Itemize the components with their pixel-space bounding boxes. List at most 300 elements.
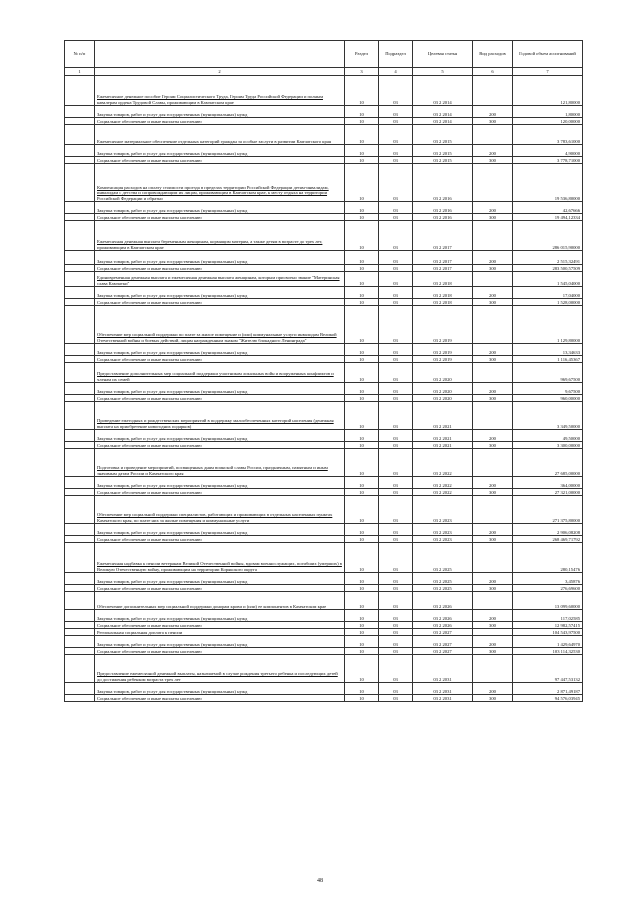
table-row xyxy=(65,648,583,655)
table-row xyxy=(65,125,583,145)
row-name: Социальное обеспечение и иные выплаты населению xyxy=(95,536,345,543)
row-section: 10 xyxy=(345,202,379,214)
row-amount: 117,02585 xyxy=(513,610,583,622)
row-subsection: 03 xyxy=(379,145,413,157)
table-row xyxy=(65,363,583,383)
row-name: Закупка товаров, работ и услуг для государственных (муниципальных) нужд xyxy=(95,383,345,395)
row-expense-type xyxy=(473,363,513,383)
row-section: 10 xyxy=(345,272,379,287)
row-subsection: 03 xyxy=(379,214,413,221)
row-target: 03 2 2016 xyxy=(413,202,473,214)
table-row xyxy=(65,106,583,118)
row-expense-type xyxy=(473,655,513,683)
row-section: 10 xyxy=(345,592,379,610)
row-section: 10 xyxy=(345,442,379,449)
row-name: Социальное обеспечение и иные выплаты населению xyxy=(95,695,345,702)
row-section: 10 xyxy=(345,477,379,489)
row-subsection: 03 xyxy=(379,524,413,536)
table-row xyxy=(65,402,583,430)
column-number-row xyxy=(65,68,583,76)
row-amount: 9,67500 xyxy=(513,383,583,395)
row-target: 03 2 2016 xyxy=(413,164,473,202)
row-amount: 3 783,61000 xyxy=(513,125,583,145)
row-amount: 283 500,57509 xyxy=(513,265,583,272)
row-target: 03 2 2026 xyxy=(413,592,473,610)
row-amount: 268 469,71792 xyxy=(513,536,583,543)
row-target: 03 2 2027 xyxy=(413,648,473,655)
row-section: 10 xyxy=(345,363,379,383)
row-expense-type: 300 xyxy=(473,489,513,496)
row-subsection: 03 xyxy=(379,402,413,430)
row-section: 10 xyxy=(345,287,379,299)
num-cell xyxy=(65,383,95,395)
row-subsection: 03 xyxy=(379,157,413,164)
num-cell xyxy=(65,202,95,214)
row-expense-type xyxy=(473,125,513,145)
row-expense-type xyxy=(473,221,513,251)
row-amount: 1 545,04000 xyxy=(513,272,583,287)
row-expense-type: 300 xyxy=(473,395,513,402)
row-target: 03 2 2018 xyxy=(413,272,473,287)
row-expense-type: 200 xyxy=(473,251,513,265)
row-name: Закупка товаров, работ и услуг для государственных (муниципальных) нужд xyxy=(95,344,345,356)
row-subsection: 03 xyxy=(379,585,413,592)
row-amount: 104 543,97500 xyxy=(513,629,583,636)
row-expense-type: 200 xyxy=(473,145,513,157)
num-cell xyxy=(65,287,95,299)
num-cell xyxy=(65,344,95,356)
row-target: 03 2 2023 xyxy=(413,536,473,543)
row-subsection: 03 xyxy=(379,344,413,356)
table-row xyxy=(65,164,583,202)
row-expense-type xyxy=(473,164,513,202)
row-target: 03 2 2031 xyxy=(413,683,473,695)
num-cell xyxy=(65,683,95,695)
row-expense-type: 300 xyxy=(473,536,513,543)
row-subsection: 03 xyxy=(379,629,413,636)
row-section: 10 xyxy=(345,636,379,648)
row-name: Ежемесячное материальное обеспечение отдельных категорий граждан за особые заслуги в развитии Камчатского края xyxy=(95,125,345,145)
row-name: Обеспечение дополнительных мер социальной поддержки донорам крови и (или) ее компонентов в Камчатском крае xyxy=(95,592,345,610)
row-expense-type: 300 xyxy=(473,299,513,306)
row-name: Социальное обеспечение и иные выплаты населению xyxy=(95,157,345,164)
num-cell xyxy=(65,265,95,272)
row-name: Ежемесячная надбавка к пенсии ветеранам Великой Отечественной войны, вдовам военнослужащих, погибших (умерших) в Великую Отечественную войну, проживающим на территории Корякского округа xyxy=(95,543,345,573)
row-target: 03 2 2017 xyxy=(413,251,473,265)
row-subsection: 03 xyxy=(379,202,413,214)
table-row xyxy=(65,655,583,683)
table-row xyxy=(65,118,583,125)
row-amount: 19 494,12334 xyxy=(513,214,583,221)
table-row xyxy=(65,145,583,157)
row-amount: 42,67666 xyxy=(513,202,583,214)
row-subsection: 03 xyxy=(379,221,413,251)
row-expense-type: 300 xyxy=(473,585,513,592)
table-row xyxy=(65,592,583,610)
header-target: Целевая статья xyxy=(413,41,473,68)
row-target: 03 2 2014 xyxy=(413,106,473,118)
table-row xyxy=(65,76,583,106)
row-expense-type xyxy=(473,543,513,573)
header-volume: Годовой объем ассигнований xyxy=(513,41,583,68)
row-section: 10 xyxy=(345,449,379,477)
row-subsection: 03 xyxy=(379,536,413,543)
row-section: 10 xyxy=(345,251,379,265)
row-target: 03 2 2014 xyxy=(413,118,473,125)
row-amount: 969,67500 xyxy=(513,363,583,383)
row-amount: 27 321,00000 xyxy=(513,489,583,496)
row-target: 03 2 2026 xyxy=(413,622,473,629)
table-row xyxy=(65,477,583,489)
num-cell xyxy=(65,430,95,442)
row-name: Обеспечение мер социальной поддержки по плате за жилое помещение и (или) коммунальные услуги инвалидам Великой Отечественной войны и боевых действий, лицам награжденным знаком "Жителю блокадного Ленинграда" xyxy=(95,306,345,344)
row-subsection: 03 xyxy=(379,118,413,125)
row-target: 03 2 2027 xyxy=(413,629,473,636)
row-amount: 12 982,57415 xyxy=(513,622,583,629)
header-row xyxy=(65,41,583,68)
table-row xyxy=(65,299,583,306)
num-cell xyxy=(65,585,95,592)
row-target: 03 2 2016 xyxy=(413,214,473,221)
row-expense-type: 200 xyxy=(473,383,513,395)
row-expense-type: 300 xyxy=(473,157,513,164)
row-target: 03 2 2023 xyxy=(413,524,473,536)
row-subsection: 03 xyxy=(379,272,413,287)
row-amount: 27 685,00000 xyxy=(513,449,583,477)
row-expense-type xyxy=(473,76,513,106)
num-cell xyxy=(65,496,95,524)
num-cell xyxy=(65,221,95,251)
table-row xyxy=(65,610,583,622)
row-amount: 13 099,60000 xyxy=(513,592,583,610)
num-cell xyxy=(65,118,95,125)
row-expense-type xyxy=(473,449,513,477)
row-expense-type: 300 xyxy=(473,622,513,629)
column-number: 4 xyxy=(379,68,413,76)
row-target: 03 2 2018 xyxy=(413,287,473,299)
table-row xyxy=(65,442,583,449)
column-number: 3 xyxy=(345,68,379,76)
row-name: Закупка товаров, работ и услуг для государственных (муниципальных) нужд xyxy=(95,145,345,157)
num-cell xyxy=(65,622,95,629)
column-number: 2 xyxy=(95,68,345,76)
num-cell xyxy=(65,214,95,221)
row-expense-type xyxy=(473,306,513,344)
row-amount: 3 349,50000 xyxy=(513,402,583,430)
row-subsection: 03 xyxy=(379,363,413,383)
row-name: Социальное обеспечение и иные выплаты населению xyxy=(95,395,345,402)
table-row xyxy=(65,383,583,395)
row-amount: 1 528,00000 xyxy=(513,299,583,306)
row-expense-type: 200 xyxy=(473,287,513,299)
table-row xyxy=(65,272,583,287)
column-number: 7 xyxy=(513,68,583,76)
row-target: 03 2 2019 xyxy=(413,306,473,344)
row-subsection: 03 xyxy=(379,489,413,496)
table-row xyxy=(65,306,583,344)
row-subsection: 03 xyxy=(379,430,413,442)
row-expense-type: 200 xyxy=(473,610,513,622)
row-subsection: 03 xyxy=(379,356,413,363)
table-row xyxy=(65,449,583,477)
row-section: 10 xyxy=(345,221,379,251)
row-target: 03 2 2017 xyxy=(413,265,473,272)
num-cell xyxy=(65,636,95,648)
row-amount: 276,69600 xyxy=(513,585,583,592)
row-section: 10 xyxy=(345,496,379,524)
num-cell xyxy=(65,157,95,164)
table-row xyxy=(65,629,583,636)
row-target: 03 2 2026 xyxy=(413,610,473,622)
row-amount: 49,50000 xyxy=(513,430,583,442)
table-row xyxy=(65,585,583,592)
row-section: 10 xyxy=(345,118,379,125)
row-section: 10 xyxy=(345,299,379,306)
row-subsection: 03 xyxy=(379,592,413,610)
row-name: Закупка товаров, работ и услуг для государственных (муниципальных) нужд xyxy=(95,251,345,265)
num-cell xyxy=(65,272,95,287)
row-section: 10 xyxy=(345,543,379,573)
row-target: 03 2 2020 xyxy=(413,383,473,395)
row-target: 03 2 2018 xyxy=(413,299,473,306)
num-cell xyxy=(65,543,95,573)
row-amount: 3 300,00000 xyxy=(513,442,583,449)
row-section: 10 xyxy=(345,585,379,592)
row-expense-type: 300 xyxy=(473,356,513,363)
row-subsection: 03 xyxy=(379,695,413,702)
row-section: 10 xyxy=(345,306,379,344)
row-target: 03 2 2022 xyxy=(413,477,473,489)
row-target: 03 2 2020 xyxy=(413,363,473,383)
row-name: Закупка товаров, работ и услуг для государственных (муниципальных) нужд xyxy=(95,287,345,299)
num-cell xyxy=(65,655,95,683)
row-section: 10 xyxy=(345,610,379,622)
row-subsection: 03 xyxy=(379,106,413,118)
row-expense-type: 300 xyxy=(473,442,513,449)
row-amount: 1 116,45367 xyxy=(513,356,583,363)
row-expense-type: 300 xyxy=(473,118,513,125)
row-section: 10 xyxy=(345,695,379,702)
row-name: Предоставление дополнительных мер социальной поддержки участникам локальных войн и вооруженных конфликтов и членам их семей xyxy=(95,363,345,383)
table-row xyxy=(65,683,583,695)
row-target: 03 2 2014 xyxy=(413,76,473,106)
row-target: 03 2 2015 xyxy=(413,125,473,145)
row-section: 10 xyxy=(345,344,379,356)
row-target: 03 2 2031 xyxy=(413,655,473,683)
row-target: 03 2 2019 xyxy=(413,356,473,363)
row-amount: 13,34633 xyxy=(513,344,583,356)
row-amount: 19 536,80000 xyxy=(513,164,583,202)
row-expense-type: 300 xyxy=(473,214,513,221)
header-section: Раздел xyxy=(345,41,379,68)
table-row xyxy=(65,214,583,221)
row-name: Ежемесячное денежное пособие Героям Социалистического Труда, Героям Труда Российской Федерации и полным кавалерам ордена Трудовой Славы, проживающим в Камчатском крае xyxy=(95,76,345,106)
row-name: Социальное обеспечение и иные выплаты населению xyxy=(95,442,345,449)
table-row xyxy=(65,636,583,648)
row-subsection: 03 xyxy=(379,442,413,449)
row-expense-type: 200 xyxy=(473,636,513,648)
row-section: 10 xyxy=(345,265,379,272)
row-amount: 2 515,32491 xyxy=(513,251,583,265)
num-cell xyxy=(65,395,95,402)
num-cell xyxy=(65,402,95,430)
table-row xyxy=(65,489,583,496)
row-name: Социальное обеспечение и иные выплаты населению xyxy=(95,265,345,272)
row-target: 03 2 2022 xyxy=(413,489,473,496)
row-target: 03 2 2023 xyxy=(413,496,473,524)
num-cell xyxy=(65,592,95,610)
table-row xyxy=(65,695,583,702)
row-target: 03 2 2025 xyxy=(413,573,473,585)
row-expense-type: 200 xyxy=(473,430,513,442)
row-section: 10 xyxy=(345,125,379,145)
num-cell xyxy=(65,106,95,118)
row-subsection: 03 xyxy=(379,655,413,683)
num-cell xyxy=(65,145,95,157)
row-section: 10 xyxy=(345,214,379,221)
row-expense-type: 300 xyxy=(473,648,513,655)
row-expense-type: 300 xyxy=(473,695,513,702)
num-cell xyxy=(65,648,95,655)
row-subsection: 03 xyxy=(379,383,413,395)
row-subsection: 03 xyxy=(379,164,413,202)
row-subsection: 03 xyxy=(379,125,413,145)
row-name: Подготовка и проведение мероприятий, посвященных дням воинской славы России, праздничным, памятным и иным значимым датам России и Камчатского края xyxy=(95,449,345,477)
row-amount: 121,80000 xyxy=(513,76,583,106)
row-expense-type: 200 xyxy=(473,683,513,695)
table-row xyxy=(65,524,583,536)
row-target: 03 2 2031 xyxy=(413,695,473,702)
num-cell xyxy=(65,164,95,202)
header-name xyxy=(95,41,345,68)
row-section: 10 xyxy=(345,106,379,118)
row-target: 03 2 2015 xyxy=(413,157,473,164)
row-expense-type: 200 xyxy=(473,344,513,356)
table-row xyxy=(65,622,583,629)
row-subsection: 03 xyxy=(379,477,413,489)
row-target: 03 2 2015 xyxy=(413,145,473,157)
row-name: Закупка товаров, работ и услуг для государственных (муниципальных) нужд xyxy=(95,430,345,442)
row-amount: 271 375,80000 xyxy=(513,496,583,524)
row-name: Обеспечение мер социальной поддержки специалистов, работающих и проживающих в отдельных населенных пунктах Камчатского края, по плате них за жилые помещения и коммунальные услуги xyxy=(95,496,345,524)
row-name: Закупка товаров, работ и услуг для государственных (муниципальных) нужд xyxy=(95,477,345,489)
row-name: Закупка товаров, работ и услуг для государственных (муниципальных) нужд xyxy=(95,610,345,622)
row-section: 10 xyxy=(345,655,379,683)
row-amount: 1 429,64970 xyxy=(513,636,583,648)
table-row xyxy=(65,536,583,543)
budget-allocation-table xyxy=(64,40,583,702)
row-section: 10 xyxy=(345,573,379,585)
row-name: Социальное обеспечение и иные выплаты населению xyxy=(95,214,345,221)
row-subsection: 03 xyxy=(379,76,413,106)
row-expense-type xyxy=(473,272,513,287)
row-target: 03 2 2025 xyxy=(413,543,473,573)
num-cell xyxy=(65,536,95,543)
row-section: 10 xyxy=(345,622,379,629)
header-num: № п/п xyxy=(65,41,95,68)
row-section: 10 xyxy=(345,157,379,164)
row-subsection: 03 xyxy=(379,610,413,622)
num-cell xyxy=(65,363,95,383)
column-number: 1 xyxy=(65,68,95,76)
table-row xyxy=(65,265,583,272)
row-subsection: 03 xyxy=(379,648,413,655)
row-subsection: 03 xyxy=(379,265,413,272)
table-row xyxy=(65,573,583,585)
row-amount: 1,80000 xyxy=(513,106,583,118)
num-cell xyxy=(65,251,95,265)
row-section: 10 xyxy=(345,395,379,402)
num-cell xyxy=(65,442,95,449)
row-subsection: 03 xyxy=(379,622,413,629)
num-cell xyxy=(65,125,95,145)
row-amount: 3,45876 xyxy=(513,573,583,585)
row-amount: 364,00000 xyxy=(513,477,583,489)
num-cell xyxy=(65,524,95,536)
table-row xyxy=(65,395,583,402)
table-row xyxy=(65,251,583,265)
row-name: Социальное обеспечение и иные выплаты населению xyxy=(95,622,345,629)
num-cell xyxy=(65,610,95,622)
row-section: 10 xyxy=(345,383,379,395)
row-expense-type: 200 xyxy=(473,106,513,118)
num-cell xyxy=(65,299,95,306)
row-name: Закупка товаров, работ и услуг для государственных (муниципальных) нужд xyxy=(95,202,345,214)
row-expense-type: 300 xyxy=(473,265,513,272)
row-name: Социальное обеспечение и иные выплаты населению xyxy=(95,489,345,496)
num-cell xyxy=(65,629,95,636)
row-section: 10 xyxy=(345,648,379,655)
row-name: Закупка товаров, работ и услуг для государственных (муниципальных) нужд xyxy=(95,106,345,118)
row-subsection: 03 xyxy=(379,543,413,573)
row-name: Социальное обеспечение и иные выплаты населению xyxy=(95,585,345,592)
row-name: Социальное обеспечение и иные выплаты населению xyxy=(95,648,345,655)
row-expense-type xyxy=(473,402,513,430)
table-row xyxy=(65,430,583,442)
num-cell xyxy=(65,489,95,496)
row-amount: 1 129,80000 xyxy=(513,306,583,344)
row-target: 03 2 2017 xyxy=(413,221,473,251)
num-cell xyxy=(65,573,95,585)
num-cell xyxy=(65,449,95,477)
row-subsection: 03 xyxy=(379,251,413,265)
row-subsection: 03 xyxy=(379,287,413,299)
row-subsection: 03 xyxy=(379,573,413,585)
row-target: 03 2 2021 xyxy=(413,442,473,449)
row-section: 10 xyxy=(345,356,379,363)
row-name: Социальное обеспечение и иные выплаты населению xyxy=(95,299,345,306)
row-name: Социальное обеспечение и иные выплаты населению xyxy=(95,356,345,363)
column-number: 6 xyxy=(473,68,513,76)
row-section: 10 xyxy=(345,524,379,536)
row-name: Региональная социальная доплата к пенсии xyxy=(95,629,345,636)
table-row xyxy=(65,543,583,573)
row-amount: 94 576,03945 xyxy=(513,695,583,702)
row-target: 03 2 2019 xyxy=(413,344,473,356)
row-name: Закупка товаров, работ и услуг для государственных (муниципальных) нужд xyxy=(95,683,345,695)
row-subsection: 03 xyxy=(379,496,413,524)
row-amount: 4,90000 xyxy=(513,145,583,157)
table-row xyxy=(65,202,583,214)
column-number: 5 xyxy=(413,68,473,76)
header-expense-type: Вид расходов xyxy=(473,41,513,68)
row-amount: 97 447,53132 xyxy=(513,655,583,683)
row-section: 10 xyxy=(345,402,379,430)
row-section: 10 xyxy=(345,76,379,106)
row-expense-type xyxy=(473,496,513,524)
row-amount: 103 114,32530 xyxy=(513,648,583,655)
row-name: Закупка товаров, работ и услуг для государственных (муниципальных) нужд xyxy=(95,524,345,536)
